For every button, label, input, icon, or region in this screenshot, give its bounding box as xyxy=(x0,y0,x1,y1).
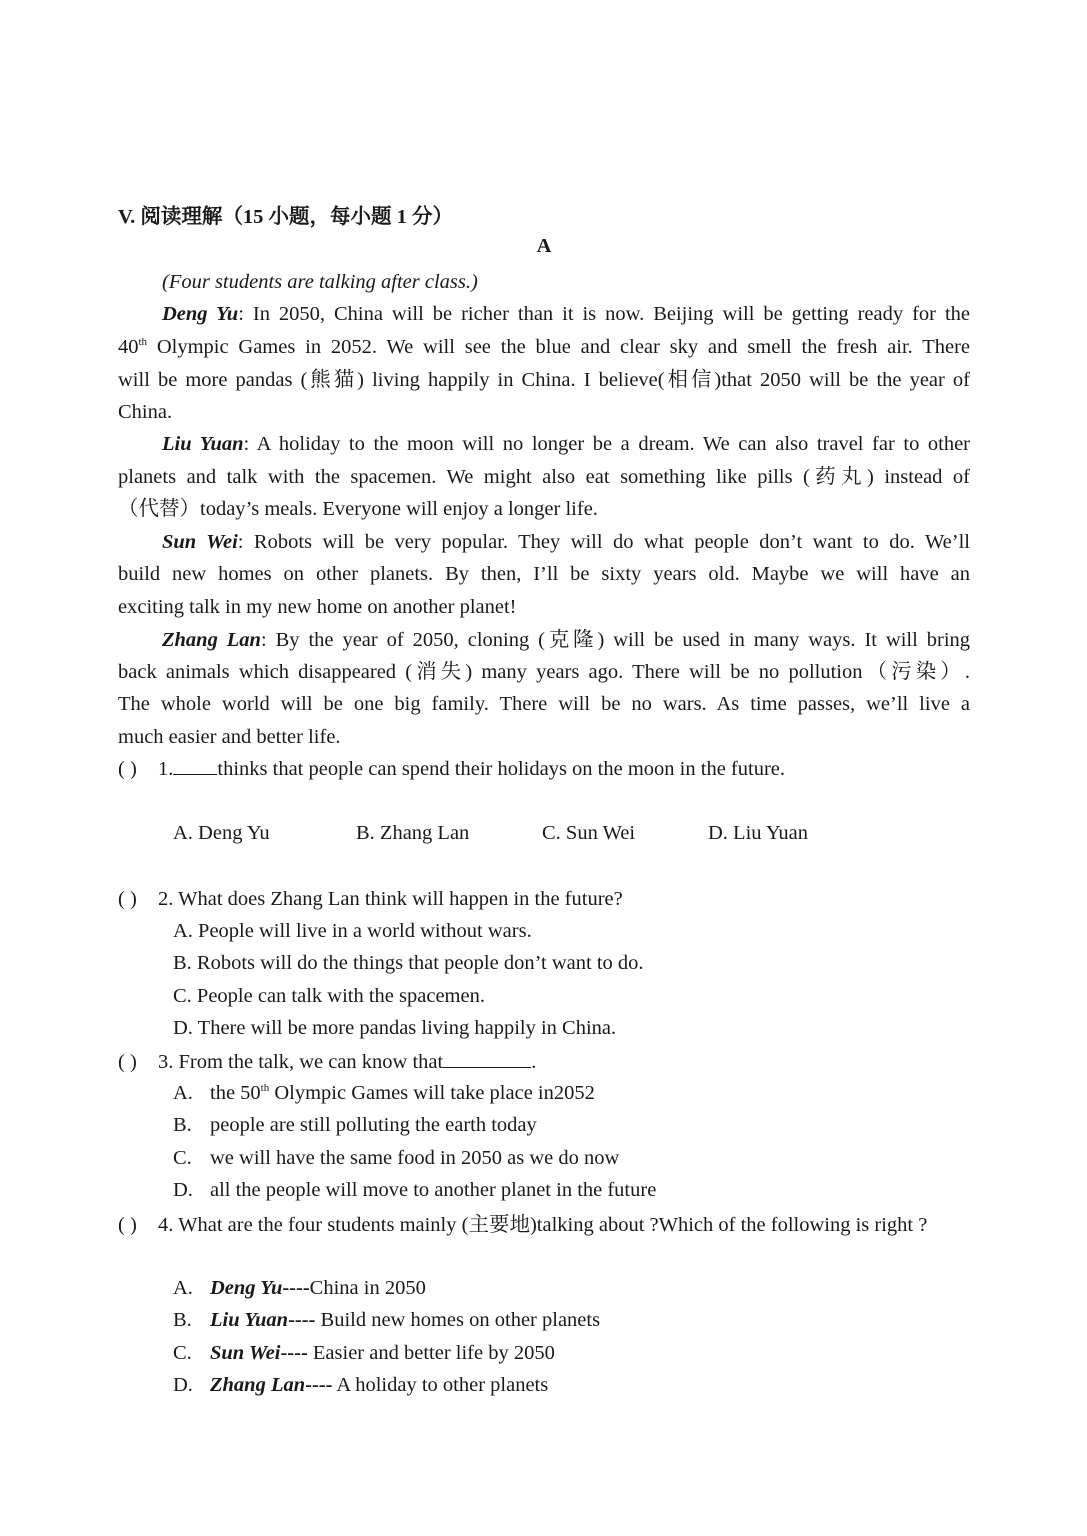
section-title: V. 阅读理解（15 小题，每小题 1 分） xyxy=(118,206,454,228)
deng-yu-text-2: Olympic Games in 2052. We will see the blue and clear sky and smell the fresh air. There xyxy=(147,336,970,358)
q4-option-a-name: Deng Yu xyxy=(210,1277,283,1299)
option-letter: A. xyxy=(173,1082,193,1104)
question-3-text: 3. From the talk, we can know that xyxy=(158,1051,444,1073)
q3-option-a-text: the 50 xyxy=(210,1082,261,1104)
question-1-number: 1. xyxy=(158,758,174,780)
question-1 xyxy=(118,753,785,785)
deng-yu-paragraph-line-3: will be more pandas (熊猫) living happily in China. I believe(相信)that 2050 will be the year of xyxy=(118,369,970,391)
zhang-lan-paragraph-line-4: much easier and better life. xyxy=(118,726,341,748)
separator: ---- xyxy=(288,1309,316,1331)
q2-option-c[interactable]: C. People can talk with the spacemen. xyxy=(173,985,485,1007)
q3-option-c-text: we will have the same food in 2050 as we do now xyxy=(210,1147,620,1169)
q2-option-d[interactable]: D. There will be more pandas living happily in China. xyxy=(173,1017,617,1039)
q1-option-c[interactable]: C. Sun Wei xyxy=(542,822,636,844)
question-3 xyxy=(118,1046,536,1078)
q2-option-a[interactable]: A. People will live in a world without wars. xyxy=(173,920,532,942)
answer-blank-3[interactable]: ( ) xyxy=(118,1051,137,1073)
liu-yuan-paragraph-line-2: planets and talk with the spacemen. We might also eat something like pills (药丸) instead of xyxy=(118,466,970,488)
q4-option-b-name: Liu Yuan xyxy=(210,1309,289,1331)
q4-option-d[interactable] xyxy=(173,1374,548,1397)
question-3-period: . xyxy=(531,1051,537,1073)
option-letter: C. xyxy=(173,1342,192,1364)
question-2 xyxy=(118,883,623,915)
separator: ---- xyxy=(280,1342,308,1364)
part-label: A xyxy=(536,235,552,257)
speaker-deng-yu: Deng Yu xyxy=(162,303,239,325)
deng-yu-text-1: : In 2050, China will be richer than it is now. Beijing will be getting ready for the xyxy=(238,303,970,325)
q4-option-c-text: Easier and better life by 2050 xyxy=(307,1342,555,1364)
answer-blank-1[interactable]: ( ) xyxy=(118,758,137,780)
q3-option-a[interactable] xyxy=(173,1082,595,1105)
sun-wei-paragraph-line-2: build new homes on other planets. By then, I’ll be sixty years old. Maybe we will have an xyxy=(118,563,970,585)
q4-option-a-text: China in 2050 xyxy=(309,1277,426,1299)
question-4 xyxy=(118,1209,927,1241)
q1-option-a[interactable]: A. Deng Yu xyxy=(173,822,270,844)
q1-option-b[interactable]: B. Zhang Lan xyxy=(356,822,470,844)
liu-yuan-text-1: : A holiday to the moon will no longer be a dream. We can also travel far to other xyxy=(243,433,970,455)
separator: ---- xyxy=(282,1277,310,1299)
deng-yu-paragraph-line-1 xyxy=(118,298,970,330)
sun-wei-paragraph-line-1 xyxy=(118,526,970,558)
sun-wei-text-1: : Robots will be very popular. They will do what people don’t want to do. We’ll xyxy=(237,531,970,553)
liu-yuan-paragraph-line-3: （代替）today’s meals. Everyone will enjoy a longer life. xyxy=(118,498,598,520)
q3-option-d-text: all the people will move to another planet in the future xyxy=(210,1179,657,1201)
answer-blank-4[interactable]: ( ) xyxy=(118,1214,137,1236)
option-letter: D. xyxy=(173,1374,193,1396)
q4-option-d-text: A holiday to other planets xyxy=(332,1374,549,1396)
option-letter: A. xyxy=(173,1277,193,1299)
separator: ---- xyxy=(305,1374,333,1396)
option-letter: B. xyxy=(173,1309,192,1331)
speaker-liu-yuan: Liu Yuan xyxy=(162,433,244,455)
speaker-zhang-lan: Zhang Lan xyxy=(162,629,261,651)
question-2-text: 2. What does Zhang Lan think will happen in the future? xyxy=(158,888,623,910)
deng-yu-paragraph-line-2 xyxy=(118,331,970,363)
answer-blank-2[interactable]: ( ) xyxy=(118,888,137,910)
q4-option-d-name: Zhang Lan xyxy=(210,1374,306,1396)
q4-option-c-name: Sun Wei xyxy=(210,1342,281,1364)
q3-option-a-text-2: Olympic Games will take place in2052 xyxy=(269,1082,595,1104)
deng-yu-paragraph-line-4: China. xyxy=(118,401,173,423)
q4-option-b[interactable] xyxy=(173,1309,600,1332)
fill-in-blank-3[interactable] xyxy=(443,1049,531,1068)
speaker-sun-wei: Sun Wei xyxy=(162,531,238,553)
q4-option-c[interactable] xyxy=(173,1342,555,1365)
option-letter: D. xyxy=(173,1179,193,1201)
option-letter: B. xyxy=(173,1114,192,1136)
ordinal-suffix: th xyxy=(138,336,148,348)
zhang-lan-paragraph-line-2: back animals which disappeared (消失) many years ago. There will be no pollution（污染）. xyxy=(118,661,970,683)
fill-in-blank-1[interactable] xyxy=(173,756,217,775)
q3-option-d[interactable] xyxy=(173,1179,656,1202)
q2-option-b[interactable]: B. Robots will do the things that people don’t want to do. xyxy=(173,952,644,974)
question-4-text: 4. What are the four students mainly (主要地)talking about ?Which of the following is right ? xyxy=(158,1214,928,1236)
ordinal-number: 40 xyxy=(118,336,139,358)
passage-intro: (Four students are talking after class.) xyxy=(162,271,478,293)
q1-option-d[interactable]: D. Liu Yuan xyxy=(708,822,809,844)
q4-option-a[interactable] xyxy=(173,1277,426,1300)
q4-option-b-text: Build new homes on other planets xyxy=(315,1309,601,1331)
question-1-text: thinks that people can spend their holidays on the moon in the future. xyxy=(217,758,785,780)
zhang-lan-text-1: : By the year of 2050, cloning (克隆) will be used in many ways. It will bring xyxy=(260,629,971,651)
option-letter: C. xyxy=(173,1147,192,1169)
ordinal-suffix: th xyxy=(260,1082,270,1094)
zhang-lan-paragraph-line-1 xyxy=(118,624,970,656)
q3-option-c[interactable] xyxy=(173,1147,619,1170)
q3-option-b-text: people are still polluting the earth today xyxy=(210,1114,537,1136)
zhang-lan-paragraph-line-3: The whole world will be one big family. There will be no wars. As time passes, we’ll live a xyxy=(118,693,970,715)
liu-yuan-paragraph-line-1 xyxy=(118,428,970,460)
q3-option-b[interactable] xyxy=(173,1114,537,1137)
sun-wei-paragraph-line-3: exciting talk in my new home on another planet! xyxy=(118,596,517,618)
